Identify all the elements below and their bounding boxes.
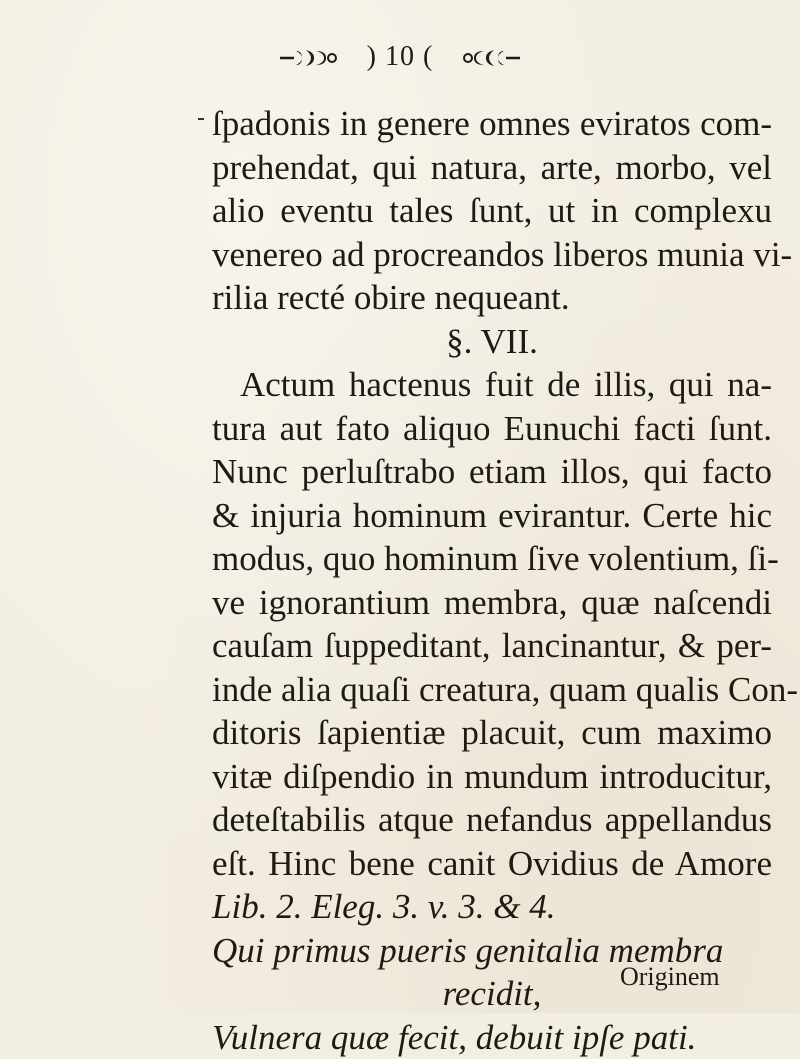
page-header xyxy=(0,38,800,75)
page-number: ) 10 ( xyxy=(367,39,434,75)
text-line: inde alia quaſi creatura, quam qualis Con- xyxy=(212,668,772,712)
text-line: ve ignorantium membra, quæ naſcendi xyxy=(212,581,772,625)
citation-line: Lib. 2. Eleg. 3. v. 3. & 4. xyxy=(212,885,772,929)
text-line: venereo ad procreandos liberos munia vi- xyxy=(212,233,772,277)
text-line: ſpadonis in genere omnes eviratos com- xyxy=(212,102,772,146)
verse-line: recidit, xyxy=(212,972,772,1016)
body-text xyxy=(212,102,772,1059)
left-ornament-icon xyxy=(278,47,340,69)
text-line: modus, quo hominum ſive volentium, ſi- xyxy=(212,537,772,581)
text-line: vitæ diſpendio in mundum introducitur, xyxy=(212,755,772,799)
text-line: ditoris ſapientiæ placuit, cum maximo xyxy=(212,711,772,755)
text-line: alio eventu tales ſunt, ut in complexu xyxy=(212,189,772,233)
text-line: cauſam ſuppeditant, lancinantur, & per- xyxy=(212,624,772,668)
section-heading: §. VII. xyxy=(212,320,772,364)
text-line: rilia recté obire nequeant. xyxy=(212,276,772,320)
text-line: Actum hactenus fuit de illis, qui na- xyxy=(212,363,772,407)
text-line: tura aut fato aliquo Eunuchi facti ſunt. xyxy=(212,407,772,451)
text-line: & injuria hominum evirantur. Certe hic xyxy=(212,494,772,538)
verse-line: Qui primus pueris genitalia membra xyxy=(212,929,772,973)
text-line: eſt. Hinc bene canit Ovidius de Amore xyxy=(212,842,772,886)
text-line: deteſtabilis atque nefandus appellandus xyxy=(212,798,772,842)
text-line: Nunc perluſtrabo etiam illos, qui facto xyxy=(212,450,772,494)
text-line: prehendat, qui natura, arte, morbo, vel xyxy=(212,146,772,190)
catchword: Originem xyxy=(620,962,720,992)
margin-mark xyxy=(198,118,204,120)
right-ornament-icon xyxy=(460,47,522,69)
verse-line: Vulnera quæ fecit, debuit ipſe pati. xyxy=(212,1016,772,1059)
